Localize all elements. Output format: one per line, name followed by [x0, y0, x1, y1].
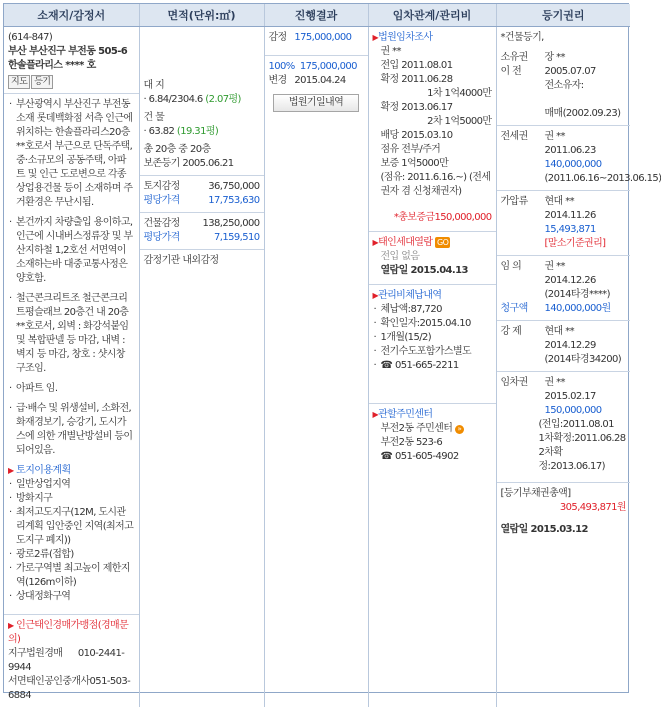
description-3: · 철근콘크리트조 철근콘크리트평슬래브 20층건 내 20층 **호로서, 외벽 : 화강석붙임 및 복합판넬 등 마감, 내벽 : 벽지 등 마감, 창호 : 샷시창 구조임.	[8, 292, 135, 376]
triangle-icon: ▶	[372, 409, 379, 419]
agent-title[interactable]: ▶ 인근태인경매가맹점(경매문의)	[8, 619, 129, 645]
bldg-appraisal: 건물감정 138,250,000	[143, 217, 260, 229]
header-location: 소재지/감정서	[4, 4, 139, 26]
header-tenancy: 임차관계/관리비	[368, 4, 496, 26]
land-plan-item: · 상대정화구역	[8, 590, 135, 604]
bldg-unit-price: 평당가격 7,159,510	[143, 231, 260, 243]
land-label: 대 지	[143, 79, 165, 91]
community-center-title[interactable]: ▶관할주민센터	[372, 408, 433, 420]
rights-cell	[496, 26, 661, 707]
appraiser: 감정기관 내외감정	[143, 254, 219, 266]
mgmt-item: · 1개월(15/2)	[373, 331, 492, 345]
auction-detail-table	[3, 3, 661, 701]
bldg-area: · 63.82 (19.31평)	[143, 125, 219, 137]
location-cell	[4, 26, 139, 707]
amount-2: 2차 1억5000만	[427, 115, 492, 127]
taein-household-title[interactable]: ▶태인세대열람 GO	[372, 236, 449, 248]
total-claims-amount: 305,493,871원	[559, 501, 626, 513]
seizure-block: 가압류 현대 ** 2014.11.26 15,493,871 [말소기준권리]	[500, 195, 606, 249]
divider	[497, 190, 631, 191]
center-name: 부전2동 주민센터 »	[373, 422, 492, 436]
postcode: (614-847)	[8, 31, 53, 43]
lease-block: 임차권 권 ** 2015.02.17 150,000,000 (전입:2011.08.01 1차확정:2011.06.28 2차확정:2013.06.17)	[500, 376, 626, 472]
center-address: 부전2동 523-6	[380, 436, 443, 448]
no-moved-in: 전입 없음	[380, 250, 420, 262]
header-area: 면적(단위:㎡)	[139, 4, 264, 26]
land-area: · 6.84/2304.6 (2.07평)	[143, 93, 241, 105]
rights-view-date: 열람일 2015.03.12	[500, 523, 588, 535]
amount-1: 1차 1억4000만	[427, 87, 492, 99]
appraised-price: 감정 175,000,000	[268, 31, 352, 43]
asterisk-icon: *	[393, 211, 399, 223]
mgmt-phone: · ☎ 051-665-2211	[373, 359, 492, 373]
divider	[4, 93, 139, 94]
land-plan-item: · 일반상업지역	[8, 478, 135, 492]
occupancy-note: (점유: 2011.6.16.~) (전세권자 겸 신청채권자)	[380, 171, 491, 197]
owner-block: 소유권 장 ** 이 전 2005.07.07 전소유자: 매매(2002.09.23)	[500, 51, 621, 119]
divider	[497, 255, 631, 256]
deposit: 보증 1억5000만	[380, 157, 449, 169]
divider	[369, 284, 496, 285]
phone-icon: ☎	[380, 359, 393, 371]
usage: 점유 전부/주거	[380, 143, 441, 155]
divider	[140, 175, 264, 176]
registration-date: 보존등기 2005.06.21	[143, 157, 234, 169]
fixed-date-1: 확정 2011.06.28	[380, 73, 453, 85]
dividend-date: 배당 2015.03.10	[380, 129, 453, 141]
divider	[497, 125, 631, 126]
phone-icon: ☎	[380, 450, 393, 462]
triangle-icon: ▶	[8, 620, 14, 630]
mgmt-fee-title[interactable]: ▶관리비체납내역	[372, 289, 442, 301]
triangle-icon: ▶	[372, 32, 379, 42]
land-plan-item: · 가로구역별 최고높이 제한지역(126m이하)	[8, 562, 135, 590]
divider	[4, 614, 139, 615]
triangle-icon: ▶	[372, 290, 379, 300]
header-progress: 진행결과	[264, 4, 368, 26]
court-survey-title[interactable]: ▶법원임차조사	[372, 31, 433, 43]
mgmt-item: · 전기수도포함가스별도	[373, 345, 492, 359]
area-cell	[139, 26, 264, 707]
land-plan-item: · 방화지구	[8, 492, 135, 506]
moved-in: 전입 2011.08.01	[380, 59, 453, 71]
agent-row: 지구법원경매 010-2441-9944	[8, 647, 125, 673]
arrow-right-icon[interactable]: »	[455, 425, 464, 434]
progress-cell	[264, 26, 368, 707]
description-2: · 본건까지 차량출입 용이하고, 인근에 시내버스정류장 및 부산지하철 1,2호선 서면역이 소재하는바 대중교통사정은 양호함.	[8, 216, 135, 286]
map-button[interactable]: 지도	[8, 75, 30, 89]
land-plan-title[interactable]: ▶ 토지이용계획	[8, 464, 71, 476]
address: 부산 부산진구 부전동 505-6 한솔플라리스 **** 호	[8, 45, 128, 71]
land-plan-item: · 최저고도지구(12M, 도시관리계획 입안중인 지역(최저고도지구 폐지))	[8, 506, 135, 548]
total-deposit: *총보증금150,000,000	[393, 211, 492, 223]
viewed-date: 열람일 2015.04.13	[380, 264, 468, 276]
forced-block: 강 제 현대 ** 2014.12.29 (2014타경34200)	[500, 325, 622, 365]
change-status: 변경 2015.04.24	[268, 74, 346, 86]
land-unit-price: 평당가격 17,753,630	[143, 194, 260, 206]
divider	[369, 231, 496, 232]
registry-button[interactable]: 등기	[31, 75, 53, 89]
divider	[497, 371, 631, 372]
go-button[interactable]: GO	[437, 237, 449, 247]
total-claims-label: [등기부채권총액]	[500, 487, 571, 499]
bldg-label: 건 물	[143, 111, 165, 123]
center-phone: ☎ 051-605-4902	[380, 450, 459, 462]
mgmt-item: · 확인일자:2015.04.10	[373, 317, 492, 331]
triangle-icon: ▶	[372, 237, 379, 247]
tenant-info	[373, 45, 492, 199]
divider	[497, 482, 631, 483]
description-5: · 급·배수 및 위생설비, 소화전, 화재경보기, 승강기, 도시가스에 의한 개별난방설비 등이 되어있음.	[8, 402, 135, 458]
fixed-date-2: 확정 2013.06.17	[380, 101, 453, 113]
min-price: 100% 175,000,000	[268, 60, 357, 72]
floors: 총 20층 중 20층	[143, 143, 211, 155]
description-1: · 부산광역시 부산진구 부전동소재 롯데백화점 서측 인근에 위치하는 한솔플라리스20층 **호로서 부근으로 단독주택, 중·소규모의 공동주택, 아파트 및 인근 도로변으로 각종 상업용건물 등이 소재하며 주거환경은 무난시됨.	[8, 98, 135, 210]
land-appraisal: 토지감정 36,750,000	[143, 180, 260, 192]
mgmt-item: · 체납액:87,720	[373, 303, 492, 317]
tenancy-cell	[368, 26, 496, 707]
auction-block: 임 의 권 ** 2014.12.26 (2014타경****) 청구액 140,000,000원	[500, 260, 611, 314]
divider	[140, 212, 264, 213]
header-rights: 등기권리	[496, 4, 630, 26]
jeonse-block: 전세권 권 ** 2011.06.23 140,000,000 (2011.06.16~2013.06.15)	[500, 130, 661, 184]
divider	[140, 249, 264, 250]
divider	[497, 320, 631, 321]
description-4: · 아파트 임.	[8, 382, 135, 396]
agent-row: 서면태인공인중개사051-503-6884	[8, 675, 131, 701]
divider	[369, 403, 496, 404]
triangle-icon: ▶	[8, 465, 14, 475]
land-plan-item: · 광로2류(접합)	[8, 548, 135, 562]
rights-note: *건물등기,	[500, 31, 544, 43]
divider	[265, 55, 368, 56]
tenant-name: 권 **	[380, 45, 401, 57]
court-schedule-button[interactable]: 법원기일내역	[273, 94, 359, 112]
